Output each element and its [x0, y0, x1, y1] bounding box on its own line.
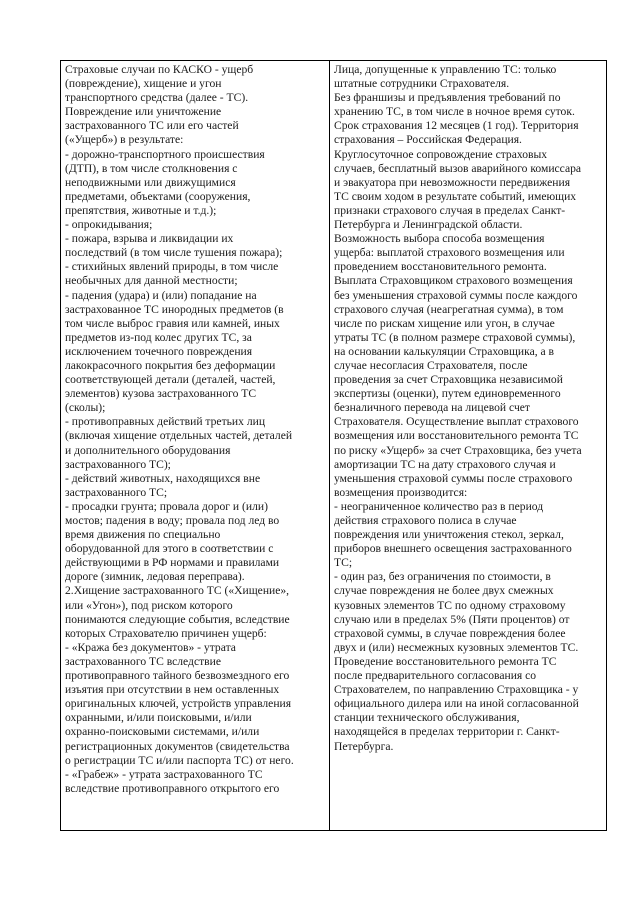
- text-line: понимаются следующие события, вследствие: [65, 612, 290, 626]
- text-line: том числе выброс гравия или камней, иных: [65, 316, 280, 330]
- text-line: страхования – Российская Федерация.: [334, 133, 522, 147]
- text-line: - «Грабеж» - утрата застрахованного ТС: [65, 767, 263, 781]
- text-line: (сколы);: [65, 401, 106, 415]
- text-line: штатные сотрудники Страхователя.: [334, 77, 510, 91]
- text-line: предметов из-под колес других ТС, за: [65, 330, 252, 344]
- text-line: необычных для данной местности;: [65, 274, 238, 288]
- text-line: застрахованного ТС);: [65, 457, 171, 471]
- text-line: охранно-поисковыми системами, и/или: [65, 725, 260, 739]
- text-line: и эвакуатора при невозможности передвижения: [334, 175, 571, 189]
- left-column-cell: [61, 61, 330, 831]
- text-line: - один раз, без ограничения по стоимости, в: [334, 570, 551, 584]
- text-line: изъятия при отсутствии в нем оставленных: [65, 683, 280, 697]
- text-line: станции технического обслуживания,: [334, 711, 520, 725]
- text-line: числе по рискам хищение или угон, в случае: [334, 316, 555, 330]
- text-line: - действий животных, находящихся вне: [65, 471, 261, 485]
- text-line: - неограниченное количество раз в период: [334, 499, 544, 513]
- text-line: безналичного перевода на лицевой счет: [334, 401, 530, 415]
- text-line: ТС;: [334, 556, 353, 570]
- text-line: вследствие противоправного открытого его: [65, 781, 280, 795]
- text-line: мостов; падения в воду; провала под лед во: [65, 514, 280, 527]
- text-line: Страхователя. Осуществление выплат страхового: [334, 415, 579, 429]
- text-line: после предварительного согласования со: [334, 669, 537, 683]
- text-line: Круглосуточное сопровождение страховых: [334, 147, 548, 161]
- text-line: Страхователем, по направлению Страховщика - у: [334, 683, 579, 697]
- text-line: застрахованное ТС инородных предметов (в: [65, 302, 284, 316]
- text-line: на основании калькуляции Страховщика, а в: [334, 344, 555, 358]
- text-line: экспертизы (оценки), путем единовременного: [334, 387, 561, 401]
- text-line: ущерба: выплатой страхового возмещения или: [334, 246, 565, 260]
- text-line: время движения по специально: [65, 528, 221, 542]
- text-line: уменьшения страховой суммы после страхового: [334, 471, 573, 485]
- text-line: проведением восстановительного ремонта.: [334, 260, 547, 274]
- text-line: неподвижными или движущимися: [65, 175, 236, 189]
- text-line: транспортного средства (далее - ТС).: [65, 91, 249, 105]
- text-line: соответствующей детали (деталей, частей,: [65, 373, 276, 387]
- text-line: Возможность выбора способа возмещения: [334, 232, 545, 246]
- text-line: - противоправных действий третьих лиц: [65, 415, 266, 429]
- text-line: случае повреждения не более двух смежных: [334, 584, 554, 598]
- text-line: (повреждение), хищение и угон: [65, 77, 222, 91]
- text-line: регистрационных документов (свидетельства: [65, 739, 290, 753]
- text-line: действующими в РФ нормами и правилами: [65, 556, 280, 570]
- text-line: - дорожно-транспортного происшествия: [65, 147, 265, 161]
- text-line: признаки страхового случая в пределах Санкт-: [334, 203, 566, 217]
- text-line: - пожара, взрыва и ликвидации их: [65, 232, 234, 246]
- text-line: (включая хищение отдельных частей, деталей: [65, 429, 293, 443]
- text-line: Срок страхования 12 месяцев (1 год). Территория: [334, 119, 579, 133]
- text-line: 2.Хищение застрахованного ТС («Хищение»,: [65, 584, 290, 598]
- text-line: Проведение восстановительного ремонта ТС: [334, 654, 557, 668]
- text-line: действия страхового полиса в случае: [334, 514, 517, 527]
- text-line: - падения (удара) и (или) попадание на: [65, 288, 257, 302]
- text-line: без уменьшения страховой суммы после каждого: [334, 288, 578, 302]
- text-line: застрахованного ТС вследствие: [65, 654, 221, 668]
- table-row: [61, 61, 607, 831]
- text-line: лакокрасочного покрытия без деформации: [65, 358, 276, 372]
- text-line: официального дилера или на иной согласованной: [334, 697, 579, 711]
- text-line: случае несогласия Страхователя, после: [334, 358, 528, 372]
- text-line: - опрокидывания;: [65, 218, 153, 232]
- text-line: охранными, и/или поисковыми, и/или: [65, 711, 252, 725]
- text-line: утраты ТС (в полном размере страховой суммы),: [334, 330, 576, 344]
- text-line: препятствия, животные и т.д.);: [65, 203, 217, 217]
- text-line: о регистрации ТС и/или паспорта ТС) от него.: [65, 753, 294, 767]
- text-line: страхового случая (неагрегатная сумма), в том: [334, 302, 564, 316]
- text-line: Повреждение или уничтожение: [65, 105, 222, 119]
- text-line: Петербурга и Ленинградской области.: [334, 218, 523, 232]
- text-line: оборудованной для этого в соответствии с: [65, 542, 274, 556]
- text-line: двух и (или) несмежных кузовных элементов ТС.: [334, 640, 579, 654]
- text-line: и дополнительного оборудования: [65, 443, 231, 457]
- text-line: кузовных элементов ТС по одному страховому: [334, 598, 566, 612]
- text-line: дороге (зимник, ледовая переправа).: [65, 570, 245, 584]
- text-line: ТС своим ходом в результате событий, имеющих: [334, 189, 577, 203]
- text-line: повреждения или уничтожения стекол, зеркал,: [334, 528, 564, 542]
- text-line: возмещения или восстановительного ремонта ТС: [334, 429, 579, 443]
- text-line: Лица, допущенные к управлению ТС: только: [334, 63, 557, 76]
- text-line: случаев, бесплатный вызов аварийного комиссара: [334, 161, 582, 175]
- text-line: хранению ТС, в том числе в ночное время суток.: [334, 105, 575, 119]
- text-line: оригинальных ключей, устройств управления: [65, 697, 292, 711]
- text-line: приборов внешнего освещения застрахованного: [334, 542, 572, 556]
- text-line: возмещения производится:: [334, 485, 468, 499]
- text-line: проведения за счет Страховщика независимой: [334, 373, 563, 387]
- text-line: последствий (в том числе тушения пожара);: [65, 246, 283, 260]
- text-line: амортизации ТС на дату страхового случая и: [334, 457, 556, 471]
- text-line: по риску «Ущерб» за счет Страховщика, без учета: [334, 443, 582, 457]
- text-line: страховой суммы, в случае повреждения более: [334, 626, 566, 640]
- right-column-cell: [330, 61, 607, 831]
- text-line: Выплата Страховщиком страхового возмещения: [334, 274, 573, 288]
- text-line: исключением точечного повреждения: [65, 344, 253, 358]
- text-line: Страховые случаи по КАСКО - ущерб: [65, 63, 254, 76]
- text-line: - стихийных явлений природы, в том числе: [65, 260, 279, 274]
- text-line: - просадки грунта; провала дорог и (или): [65, 499, 268, 513]
- text-line: Без франшизы и предъявления требований по: [334, 91, 561, 105]
- text-line: застрахованного ТС;: [65, 485, 168, 499]
- text-line: («Ущерб») в результате:: [65, 133, 184, 147]
- text-line: Петербурга.: [334, 739, 394, 753]
- text-line: застрахованного ТС или его частей: [65, 119, 239, 133]
- text-line: элементов) кузова застрахованного ТС: [65, 387, 257, 401]
- text-line: случаю или в пределах 5% (Пяти процентов) от: [334, 612, 570, 626]
- text-line: предметами, объектами (сооружения,: [65, 189, 251, 203]
- text-line: или «Угон»), под риском которого: [65, 598, 233, 612]
- text-line: которых Страхователю причинен ущерб:: [65, 626, 267, 640]
- text-line: (ДТП), в том числе столкновения с: [65, 161, 238, 175]
- text-line: - «Кража без документов» - утрата: [65, 640, 236, 654]
- insurance-terms-table: [60, 60, 607, 831]
- text-line: противоправного тайного безвозмездного его: [65, 669, 290, 683]
- text-line: находящейся в пределах территории г. Санкт-: [334, 725, 560, 739]
